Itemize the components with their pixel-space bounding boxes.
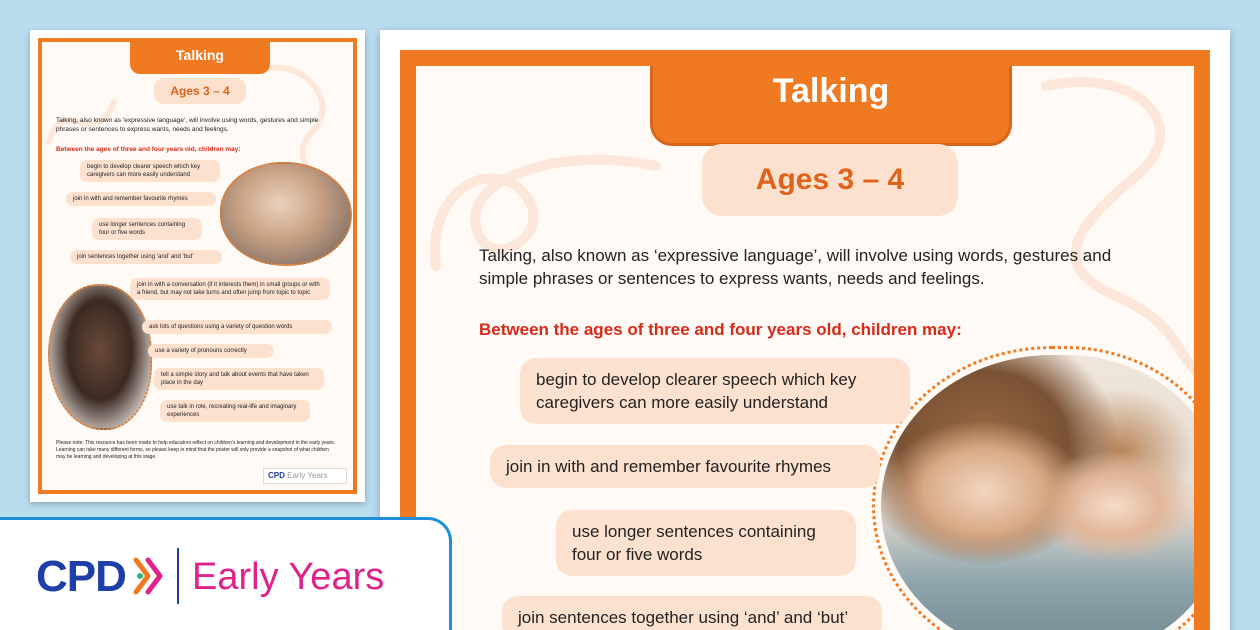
ages-badge: Ages 3 – 4: [702, 144, 958, 216]
list-item: join sentences together using ‘and’ and ‘but’: [502, 596, 882, 630]
thumbnail-list-item: join in with a conversation (if it interests them) in small groups or with a friend, but may not take turns and often jump from topic to topic: [130, 278, 330, 300]
main-poster-border: [400, 50, 1210, 630]
thumbnail-list-item: ask lots of questions using a variety of question words: [142, 320, 332, 334]
main-poster: [380, 30, 1230, 630]
thumbnail-list-item: join in with and remember favourite rhymes: [66, 192, 216, 206]
logo-cpd-text: CPD: [36, 552, 126, 601]
intro-paragraph: Talking, also known as ‘expressive language’, will involve using words, gestures and simple phrases or sentences to express wants, needs and feelings.: [479, 246, 1112, 288]
brand-logo: [0, 517, 452, 630]
logo-early-years-text: Early Years: [192, 556, 385, 598]
title-banner: [650, 50, 1012, 146]
thumbnail-ages: Ages 3 – 4: [154, 78, 246, 104]
thumbnail-photo-mother-child: [220, 162, 352, 266]
thumbnail-list-item: use longer sentences containing four or five words: [92, 218, 202, 240]
thumbnail-note: Please note: This resource has been made to help educators reflect on children’s learning and development in the early years. Learning can take many different forms, so please keep in mind that the poster will only provide a snapshot of what children may be learning and developing at this stage.: [56, 440, 336, 460]
thumbnail-list-item: begin to develop clearer speech which key caregivers can more easily understand: [80, 160, 220, 182]
thumbnail-title: Talking: [130, 38, 270, 74]
thumbnail-border: [38, 38, 357, 494]
thumbnail-logo-early-years: Early Years: [287, 471, 328, 480]
list-item: use longer sentences containing four or five words: [556, 510, 856, 576]
poster-title: Talking: [772, 72, 890, 110]
chevron-right-icon: [132, 556, 166, 596]
list-item: begin to develop clearer speech which key caregivers can more easily understand: [520, 358, 910, 424]
thumbnail-photo-child-phone: [48, 284, 152, 430]
thumbnail-logo-cpd: CPD: [268, 471, 285, 480]
lead-heading: Between the ages of three and four years old, children may:: [479, 320, 962, 339]
thumbnail-intro: Talking, also known as ‘expressive language’, will involve using words, gestures and simple phrases or sentences to express wants, needs and feelings.: [56, 117, 319, 133]
thumbnail-list-item: join sentences together using ‘and’ and ‘but’: [70, 250, 222, 264]
thumbnail-poster: [30, 30, 365, 502]
thumbnail-lead: Between the ages of three and four years old, children may:: [56, 146, 241, 153]
thumbnail-list-item: tell a simple story and talk about events that have taken place in the day: [154, 368, 324, 390]
photo-mother-and-child: [872, 346, 1210, 630]
squiggle-decoration: [1016, 66, 1210, 386]
list-item: join in with and remember favourite rhymes: [490, 445, 880, 488]
photo-image: [881, 355, 1210, 630]
logo-divider: [177, 548, 179, 604]
thumbnail-list-item: use talk in role, recreating real-life and imaginary experiences: [160, 400, 310, 422]
thumbnail-logo: [263, 468, 347, 484]
thumbnail-list-item: use a variety of pronouns correctly: [148, 344, 274, 358]
